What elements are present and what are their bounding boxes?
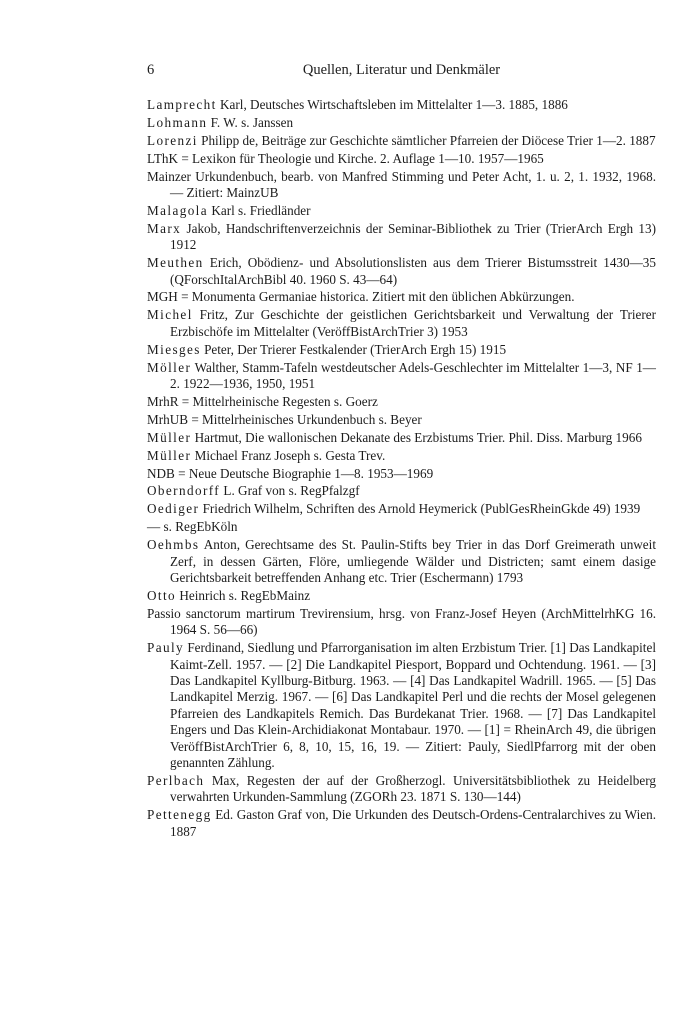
entry-text: Philipp de, Beiträge zur Geschichte sämtlicher Pfarreien der Diöcese Trier 1—2. 1887 bbox=[197, 132, 656, 148]
page-header bbox=[147, 62, 656, 82]
author-surname: Lamprecht bbox=[147, 97, 217, 112]
bibliography-entry bbox=[147, 606, 656, 639]
author-surname: Lohmann bbox=[147, 114, 208, 130]
entry-text: Mainzer Urkundenbuch, bearb. von Manfred Stimming und Peter Acht, 1. u. 2, 1. 1932, 1968. — Zitiert: MainzUB bbox=[147, 168, 656, 201]
bibliography-entry bbox=[147, 466, 656, 482]
author-surname: Müller bbox=[147, 429, 192, 445]
bibliography-entry bbox=[147, 133, 656, 149]
bibliography-entry bbox=[147, 588, 656, 604]
bibliography-entry bbox=[147, 169, 656, 202]
entry-text: Karl, Deutsches Wirtschaftsleben im Mittelalter 1—3. 1885, 1886 bbox=[216, 97, 568, 112]
author-surname: Oberndorff bbox=[147, 483, 221, 499]
entry-text: Anton, Gerechtsame des St. Paulin-Stifts bey Trier in das Dorf Greimerath unweit Zerf, in dessen Gärten, Flöre, umliegende Wälder und Districten; samt einem dasige Gerichtsbarkeit betreffenden Anhang etc. Trier (Eschermann) 1793 bbox=[170, 537, 656, 585]
bibliography-entry bbox=[147, 289, 656, 305]
bibliography-entry bbox=[147, 412, 656, 428]
entry-text: F. W. s. Janssen bbox=[207, 114, 294, 130]
bibliography-entry bbox=[147, 97, 656, 113]
author-surname: Pettenegg bbox=[147, 807, 212, 823]
running-title: Quellen, Literatur und Denkmäler bbox=[302, 62, 501, 78]
author-surname: Pauly bbox=[147, 640, 185, 656]
bibliography-entry bbox=[147, 151, 656, 167]
bibliography-entry bbox=[147, 501, 656, 517]
entry-text: Max, Regesten der auf der Großherzogl. Universitätsbibliothek zu Heidelberg verwahrten Urkunden-Sammlung (ZGORh 23. 1871 S. 130—144) bbox=[170, 772, 656, 805]
bibliography-entry bbox=[147, 360, 656, 393]
author-surname: Oehmbs bbox=[147, 537, 200, 553]
page-number: 6 bbox=[147, 62, 155, 78]
entry-text: LThK = Lexikon für Theologie und Kirche. 2. Auflage 1—10. 1957—1965 bbox=[147, 150, 544, 166]
bibliography-entry bbox=[147, 221, 656, 254]
entry-text: MrhR = Mittelrheinische Regesten s. Goerz bbox=[147, 393, 378, 409]
entry-text: Jakob, Handschriftenverzeichnis der Seminar-Bibliothek zu Trier (TrierArch Ergh 13) 1912 bbox=[170, 220, 656, 253]
author-surname: Perlbach bbox=[147, 772, 205, 788]
entry-text: Peter, Der Trierer Festkalender (TrierArch Ergh 15) 1915 bbox=[200, 341, 507, 357]
author-surname: Marx bbox=[147, 220, 182, 236]
bibliography-entry bbox=[147, 394, 656, 410]
entry-text: Karl s. Friedländer bbox=[208, 202, 311, 218]
entry-text: MGH = Monumenta Germaniae historica. Zitiert mit den üblichen Abkürzungen. bbox=[147, 289, 575, 305]
bibliography-entry bbox=[147, 448, 656, 464]
entry-text: Ferdinand, Siedlung und Pfarrorganisation im alten Erzbistum Trier. [1] Das Landkapitel Kaimt-Zell. 1957. — [2] Die Landkapitel Piesport, Boppard und Ochtendung. 1961. — [3] Das Landkapitel Kyllburg-Bitburg. 1963. — [4] Das Landkapitel Wadrill. 1965. — [5] Das Landkapitel Merzig. 1967. — [6] Das Landkapitel Perl und die rechts der Mosel gelegenen Pfarreien des Landkapitels Remich. Das Burdekanat Trier. 1968. — [7] Das Landkapitel Engers und Das Klein-Archidiakonat Montabaur. 1970. — [1] = RheinArch 49, die übrigen VeröffBistArchTrier 6, 8, 10, 15, 16, 19. — Zitiert: Pauly, SiedlPfarrorg mit der oben genannten Zählung. bbox=[170, 640, 656, 770]
bibliography-list bbox=[147, 97, 656, 841]
entry-text: NDB = Neue Deutsche Biographie 1—8. 1953—1969 bbox=[147, 465, 434, 481]
bibliography-entry bbox=[147, 640, 656, 771]
entry-text: Friedrich Wilhelm, Schriften des Arnold Heymerick (PublGesRheinGkde 49) 1939 bbox=[199, 501, 641, 517]
bibliography-entry bbox=[147, 519, 656, 535]
bibliography-entry bbox=[147, 430, 656, 446]
bibliography-entry bbox=[147, 255, 656, 288]
entry-text: Passio sanctorum martirum Trevirensium, hrsg. von Franz-Josef Heyen (ArchMittelrhKG 16. 1964 S. 56—66) bbox=[147, 605, 656, 638]
author-surname: Malagola bbox=[147, 202, 209, 218]
entry-text: Michael Franz Joseph s. Gesta Trev. bbox=[191, 447, 386, 463]
entry-text: Erich, Obödienz- und Absolutionslisten aus dem Trierer Bistumsstreit 1430—35 (QForschItalArchBibl 40. 1960 S. 43—64) bbox=[170, 255, 656, 287]
author-surname: Meuthen bbox=[147, 255, 204, 271]
author-surname: Miesges bbox=[147, 341, 201, 357]
entry-text: Fritz, Zur Geschichte der geistlichen Gerichtsbarkeit und Verwaltung der Trierer Erzbischöfe im Mittelalter (VeröffBistArchTrier 3) 1953 bbox=[170, 307, 656, 339]
bibliography-entry bbox=[147, 537, 656, 586]
entry-text: L. Graf von s. RegPfalzgf bbox=[220, 483, 360, 499]
entry-text: — s. RegEbKöln bbox=[147, 519, 238, 535]
author-surname: Oediger bbox=[147, 501, 200, 517]
author-surname: Otto bbox=[147, 587, 177, 603]
bibliography-entry bbox=[147, 115, 656, 131]
bibliography-entry bbox=[147, 483, 656, 499]
entry-text: Ed. Gaston Graf von, Die Urkunden des Deutsch-Ordens-Centralarchives zu Wien. 1887 bbox=[170, 807, 656, 839]
bibliography-entry bbox=[147, 203, 656, 219]
bibliography-entry bbox=[147, 807, 656, 840]
bibliography-entry bbox=[147, 307, 656, 340]
author-surname: Müller bbox=[147, 447, 192, 463]
author-surname: Möller bbox=[147, 359, 192, 375]
bibliography-entry bbox=[147, 773, 656, 806]
bibliography-entry bbox=[147, 342, 656, 358]
entry-text: Walther, Stamm-Tafeln westdeutscher Adels-Geschlechter im Mittelalter 1—3, NF 1—2. 1922—1936, 1950, 1951 bbox=[170, 359, 656, 391]
author-surname: Lorenzi bbox=[147, 132, 198, 148]
entry-text: Hartmut, Die wallonischen Dekanate des Erzbistums Trier. Phil. Diss. Marburg 1966 bbox=[191, 429, 642, 445]
entry-text: MrhUB = Mittelrheinisches Urkundenbuch s. Beyer bbox=[147, 411, 422, 427]
author-surname: Michel bbox=[147, 307, 193, 323]
entry-text: Heinrich s. RegEbMainz bbox=[176, 587, 311, 603]
